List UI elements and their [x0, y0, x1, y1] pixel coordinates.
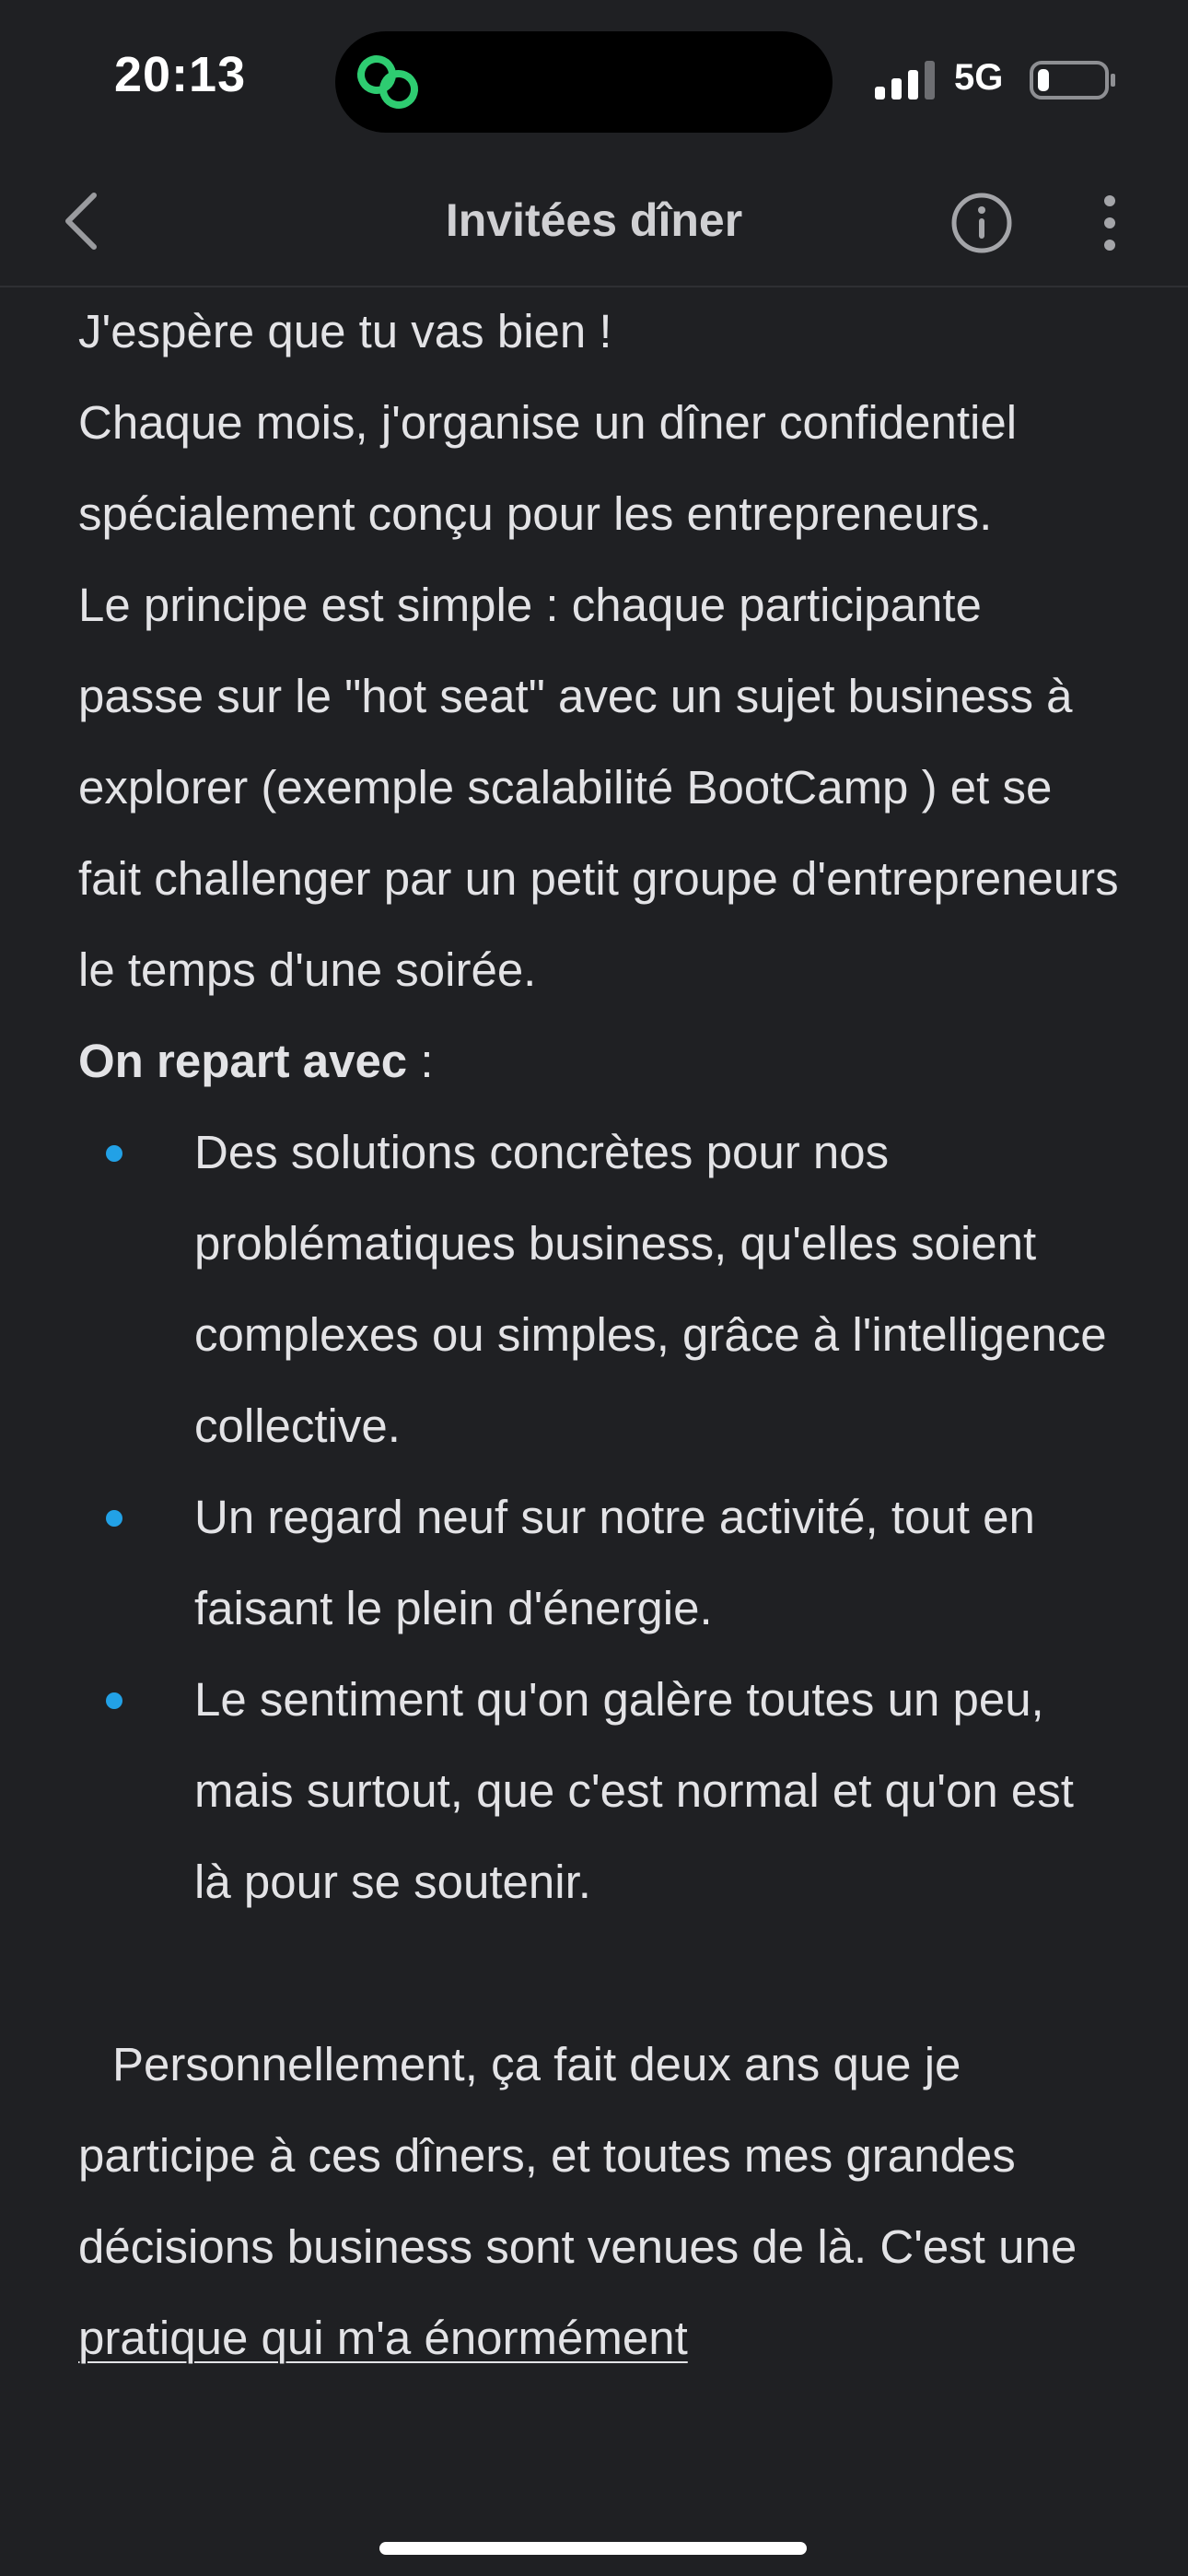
personal-paragraph: [78, 2019, 1119, 2383]
list-item-text: Des solutions concrètes pour nos problématiques business, qu'elles soient complexes ou simples, grâce à l'intelligence collective.: [194, 1126, 1107, 1452]
takeaway-colon: :: [407, 1035, 434, 1087]
takeaway-heading: On repart avec: [78, 1035, 408, 1087]
bullet-dot: [106, 1510, 122, 1527]
bullet-dot: [106, 1692, 122, 1709]
home-indicator[interactable]: [379, 2542, 807, 2555]
greeting-line: J'espère que tu vas bien !: [78, 305, 612, 357]
battery-icon: [1030, 61, 1116, 100]
list-item-text: Le sentiment qu'on galère toutes un peu, mais surtout, que c'est normal et qu'on est là pour se soutenir.: [194, 1673, 1074, 1908]
chat-header: [0, 157, 1188, 287]
blank-line: [78, 1927, 1119, 2019]
takeaway-heading-line: [78, 1015, 1119, 1107]
status-bar: [0, 0, 1188, 157]
personal-text: Personnellement, ça fait deux ans que je participe à ces dîners, et toutes mes grandes décisions business sont venues de là. C'est une: [78, 2038, 1077, 2273]
list-item: [78, 1471, 1119, 1654]
list-item-text: Un regard neuf sur notre activité, tout en faisant le plein d'énergie.: [194, 1491, 1035, 1634]
info-icon[interactable]: [949, 190, 1015, 256]
intro-paragraph: Chaque mois, j'organise un dîner confidentiel spécialement conçu pour les entrepreneurs.: [78, 396, 1018, 540]
green-link-icon: [355, 53, 420, 111]
conversation-title[interactable]: Invitées dîner: [445, 194, 743, 246]
message-body: [78, 286, 1119, 2383]
chevron-left-icon: [63, 192, 99, 251]
bullet-dot: [106, 1145, 122, 1162]
takeaway-list: [78, 1107, 1119, 1927]
dynamic-island: [335, 31, 833, 133]
list-item: [78, 1654, 1119, 1927]
back-button[interactable]: [44, 184, 118, 258]
principle-paragraph: Le principe est simple : chaque participante passe sur le "hot seat" avec un sujet business à explorer (exemple scalabilité BootCamp ) et se fait challenger par un petit groupe d'entrepreneurs le temps d'une soirée.: [78, 579, 1119, 996]
more-vertical-icon[interactable]: [1087, 190, 1133, 256]
cellular-signal-icon: [875, 61, 938, 100]
network-type: 5G: [954, 57, 1004, 98]
status-time: 20:13: [114, 47, 247, 102]
list-item: [78, 1107, 1119, 1471]
personal-underlined-text: pratique qui m'a énormément: [78, 2312, 688, 2364]
